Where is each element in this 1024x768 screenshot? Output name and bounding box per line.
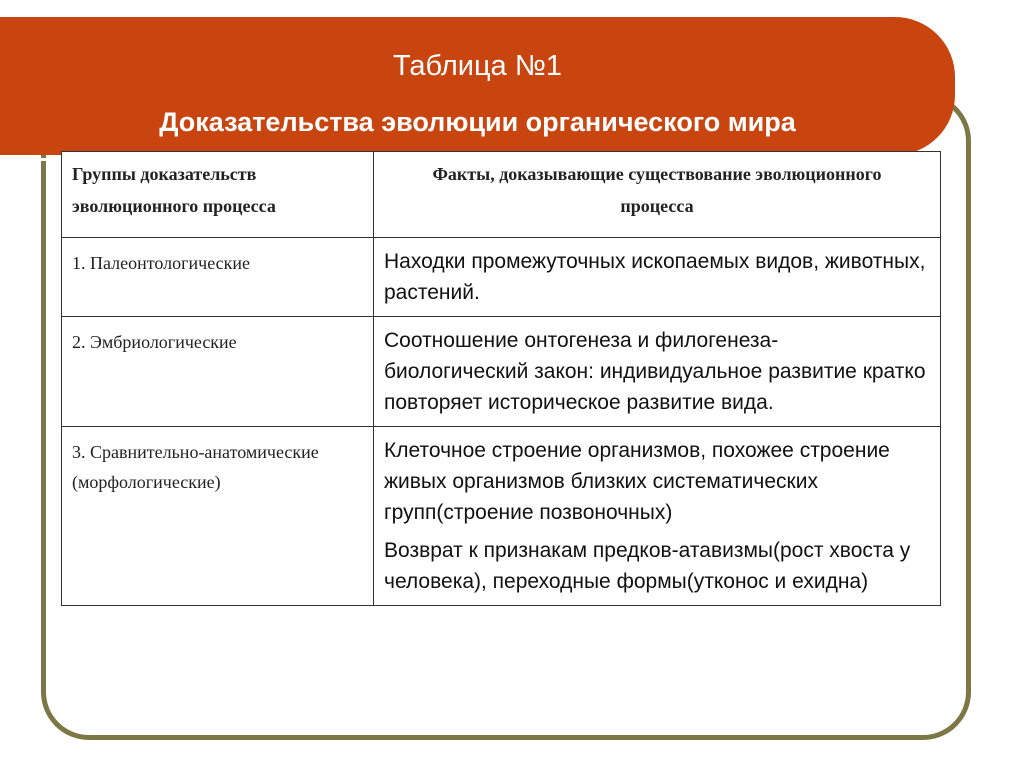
fact-text: Возврат к признакам предков-атавизмы(рост хвоста у человека), переходные формы(утконос и ехидна)	[384, 539, 911, 593]
group-cell-embryological: 2. Эмбриологические	[62, 317, 374, 427]
evidence-table	[61, 151, 941, 606]
group-cell-comparative-anatomical: 3. Сравнительно-анатомические (морфологические)	[62, 427, 374, 606]
table-row	[62, 427, 941, 606]
table-row	[62, 317, 941, 427]
header-band	[0, 17, 955, 155]
group-cell-paleontological: 1. Палеонтологические	[62, 238, 374, 317]
fact-text: Находки промежуточных ископаемых видов, животных, растений.	[384, 250, 926, 304]
facts-cell-comparative-anatomical	[374, 427, 941, 606]
table-row	[62, 238, 941, 317]
table-header-row	[62, 152, 941, 238]
fact-text: Соотношение онтогенеза и филогенеза- биологический закон: индивидуальное развитие кратко повторяет историческое развитие вида.	[384, 329, 926, 414]
header-cell-groups: Группы доказательств эволюционного процесса	[62, 152, 374, 238]
table-number-heading: Таблица №1	[392, 50, 562, 82]
facts-cell-embryological	[374, 317, 941, 427]
header-cell-facts: Факты, доказывающие существование эволюционного процесса	[374, 152, 941, 238]
facts-cell-paleontological	[374, 238, 941, 317]
fact-text: Клеточное строение организмов, похожее строение живых организмов близких систематических групп(строение позвоночных)	[384, 439, 890, 524]
slide-title: Доказательства эволюции органического мира	[159, 107, 796, 137]
